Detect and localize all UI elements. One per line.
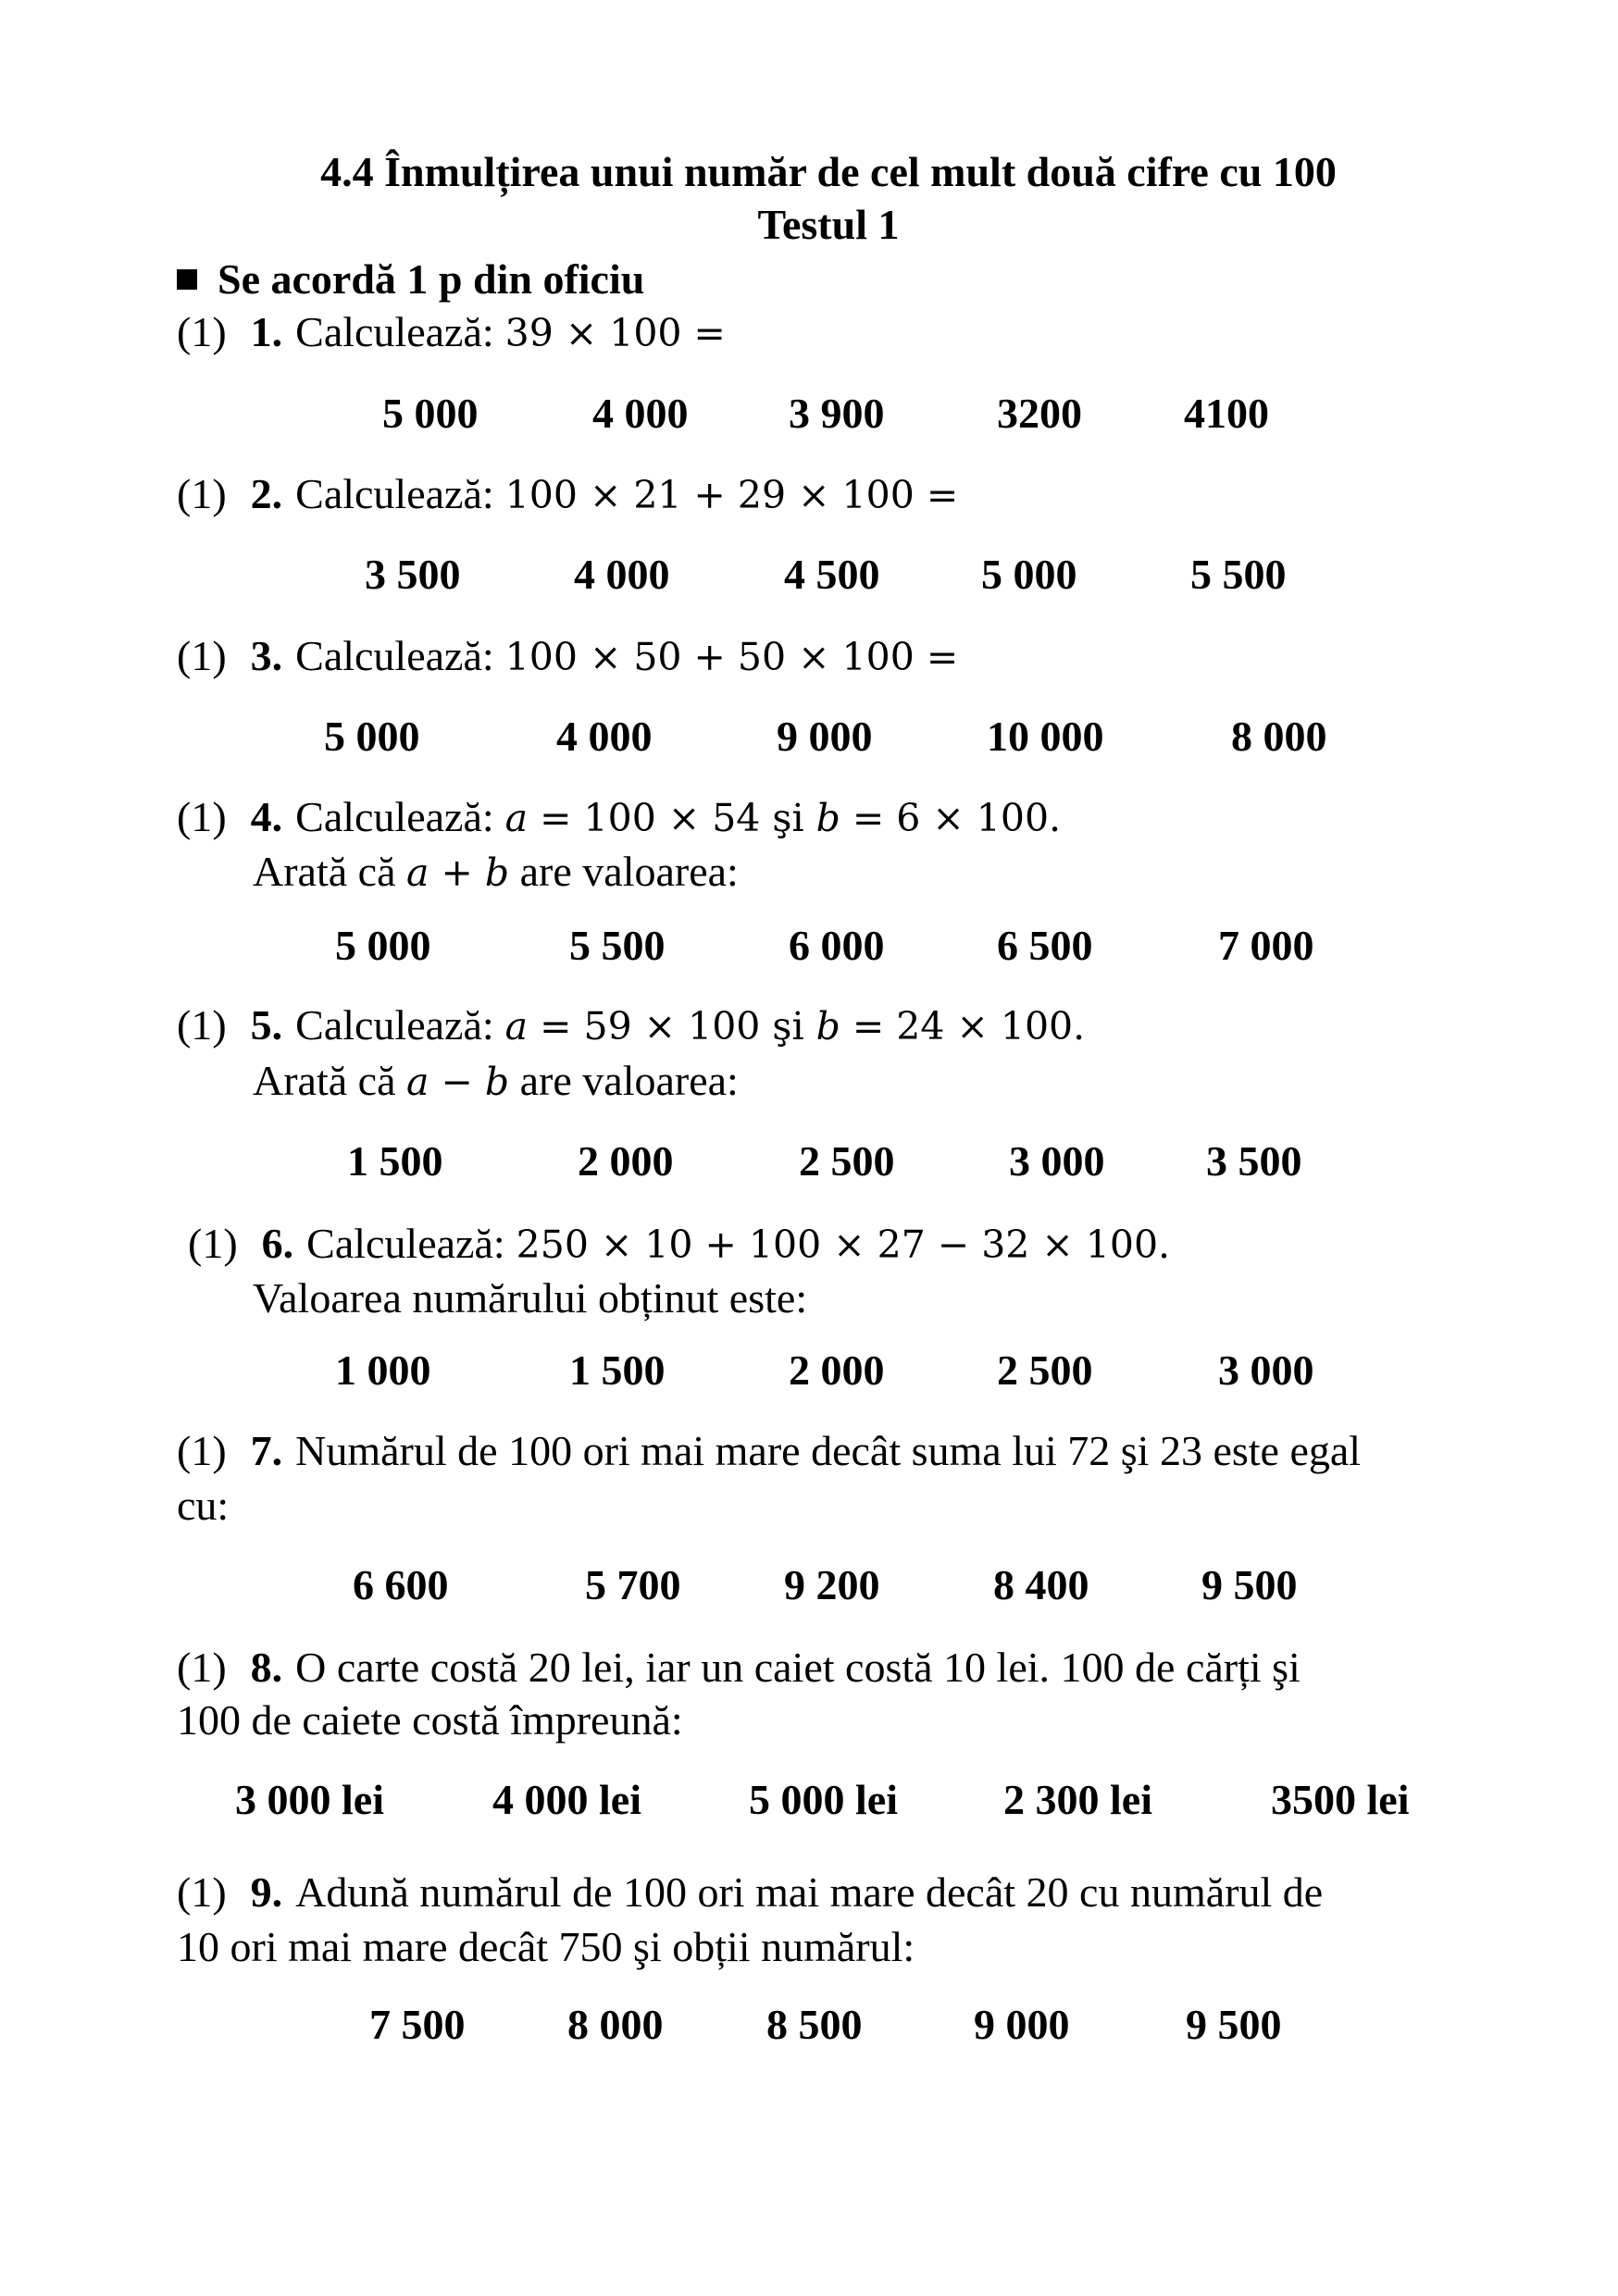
question-number: 4. (250, 793, 283, 840)
question-number: 5. (250, 1001, 283, 1049)
question-line2: Arată că a + b are valoarea: (253, 848, 739, 895)
question-8 (177, 1642, 1301, 1694)
question-text: Numărul de 100 ori mai mare decât suma lui 72 şi 23 este egal (295, 1427, 1362, 1474)
bonus-note (177, 254, 644, 305)
answer-option[interactable]: 4 000 (592, 390, 689, 437)
question-6 (188, 1218, 1170, 1271)
question-points: (1) (177, 1001, 227, 1049)
answer-option[interactable]: 5 000 lei (749, 1776, 898, 1823)
answer-option[interactable]: 8 000 (567, 2001, 664, 2048)
answer-option[interactable]: 1 500 (569, 1347, 666, 1394)
page-subtitle: Testul 1 (757, 201, 900, 248)
question-line2: 100 de caiete costă împreună: (177, 1696, 683, 1744)
question-points: (1) (177, 1868, 227, 1916)
question-points: (1) (177, 308, 227, 355)
question-5 (177, 999, 1085, 1052)
answer-option[interactable]: 8 400 (993, 1561, 1089, 1608)
question-expression: a = 100 × 54 şi b = 6 × 100. (504, 796, 1062, 840)
bonus-text: Se acordă 1 p din oficiu (218, 255, 645, 303)
question-line2: 10 ori mai mare decât 750 şi obții numărul: (177, 1923, 915, 1970)
answer-option[interactable]: 3 500 (365, 551, 461, 598)
question-points: (1) (188, 1220, 238, 1267)
answer-option[interactable]: 2 300 lei (1003, 1776, 1152, 1823)
answer-option[interactable]: 2 000 (578, 1137, 674, 1185)
answer-option[interactable]: 3 000 (1009, 1137, 1105, 1185)
answer-option[interactable]: 5 000 (981, 551, 1077, 598)
question-number: 9. (250, 1868, 283, 1916)
question-4 (177, 791, 1061, 844)
question-expression: 250 × 10 + 100 × 27 − 32 × 100. (516, 1222, 1171, 1267)
answer-option[interactable]: 9 500 (1186, 2001, 1282, 2048)
answer-option[interactable]: 8 000 (1231, 713, 1327, 760)
answer-option[interactable]: 7 500 (369, 2001, 466, 2048)
answer-option[interactable]: 8 500 (766, 2001, 863, 2048)
answer-option[interactable]: 10 000 (987, 713, 1104, 760)
question-points: (1) (177, 632, 227, 679)
question-text: Calculează: (295, 793, 494, 840)
answer-option[interactable]: 6 500 (997, 922, 1093, 969)
answer-option[interactable]: 5 000 (335, 922, 431, 969)
question-2 (177, 468, 958, 521)
question-number: 6. (261, 1220, 294, 1267)
answer-option[interactable]: 5 000 (324, 713, 420, 760)
question-text: Adună numărul de 100 ori mai mare decât 20 cu numărul de (295, 1868, 1324, 1916)
answer-option[interactable]: 9 000 (777, 713, 873, 760)
answer-option[interactable]: 6 600 (353, 1561, 449, 1608)
page-title: 4.4 Înmulțirea unui număr de cel mult două cifre cu 100 (320, 148, 1337, 195)
answer-option[interactable]: 4 500 (784, 551, 880, 598)
question-number: 1. (250, 308, 283, 355)
question-expression: 39 × 100 = (504, 311, 726, 355)
question-1 (177, 306, 726, 359)
answer-option[interactable]: 3200 (997, 390, 1082, 437)
question-text: Calculează: (295, 632, 494, 679)
answer-option[interactable]: 4 000 (574, 551, 670, 598)
answer-option[interactable]: 9 200 (784, 1561, 880, 1608)
question-text: Calculează: (295, 308, 494, 355)
question-9 (177, 1867, 1323, 1918)
question-7 (177, 1425, 1361, 1477)
question-number: 2. (250, 470, 283, 517)
answer-option[interactable]: 4100 (1184, 390, 1269, 437)
question-number: 3. (250, 632, 283, 679)
question-points: (1) (177, 1644, 227, 1691)
question-text: Calculează: (295, 470, 494, 517)
answer-option[interactable]: 9 000 (974, 2001, 1070, 2048)
answer-option[interactable]: 5 500 (1190, 551, 1287, 598)
question-points: (1) (177, 793, 227, 840)
answer-option[interactable]: 3 000 lei (235, 1776, 384, 1823)
answer-option[interactable]: 5 000 (382, 390, 479, 437)
question-expression: a = 59 × 100 şi b = 24 × 100. (504, 1004, 1086, 1049)
answer-option[interactable]: 2 500 (997, 1347, 1093, 1394)
square-bullet-icon (177, 269, 197, 290)
question-text: Calculează: (295, 1001, 494, 1049)
answer-option[interactable]: 9 500 (1201, 1561, 1298, 1608)
answer-option[interactable]: 6 000 (789, 922, 885, 969)
answer-option[interactable]: 3 900 (789, 390, 885, 437)
answer-option[interactable]: 1 500 (347, 1137, 443, 1185)
answer-option[interactable]: 3500 lei (1271, 1776, 1410, 1823)
question-number: 7. (250, 1427, 283, 1474)
question-text: Calculează: (306, 1220, 505, 1267)
answer-option[interactable]: 4 000 (556, 713, 653, 760)
answer-option[interactable]: 4 000 lei (492, 1776, 641, 1823)
answer-option[interactable]: 7 000 (1218, 922, 1314, 969)
answer-option[interactable]: 2 000 (789, 1347, 885, 1394)
question-line2: Arată că a − b are valoarea: (253, 1057, 739, 1104)
question-3 (177, 630, 958, 683)
question-number: 8. (250, 1644, 283, 1691)
answer-option[interactable]: 5 700 (585, 1561, 681, 1608)
answer-option[interactable]: 3 000 (1218, 1347, 1314, 1394)
question-points: (1) (177, 1427, 227, 1474)
question-line2: Valoarea numărului obținut este: (253, 1274, 808, 1322)
answer-option[interactable]: 5 500 (569, 922, 666, 969)
question-text: O carte costă 20 lei, iar un caiet costă 10 lei. 100 de cărți şi (295, 1644, 1301, 1691)
answer-option[interactable]: 1 000 (335, 1347, 431, 1394)
answer-option[interactable]: 2 500 (799, 1137, 895, 1185)
question-expression: 100 × 50 + 50 × 100 = (504, 635, 959, 679)
question-line2: cu: (177, 1482, 230, 1529)
answer-option[interactable]: 3 500 (1206, 1137, 1302, 1185)
question-points: (1) (177, 470, 227, 517)
question-expression: 100 × 21 + 29 × 100 = (504, 473, 959, 517)
